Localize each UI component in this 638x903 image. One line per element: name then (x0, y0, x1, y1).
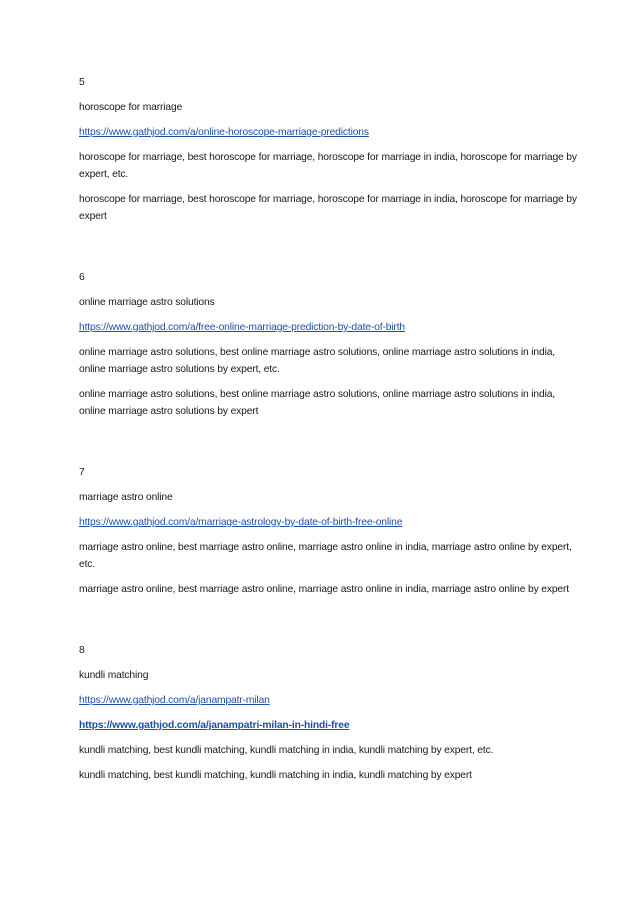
entry-link[interactable]: https://www.gathjod.com/a/free-online-marriage-prediction-by-date-of-birth (79, 322, 405, 333)
entry-keywords-etc: horoscope for marriage, best horoscope for marriage, horoscope for marriage in india, horoscope for marriage by expert, etc. (79, 152, 577, 180)
entry-link[interactable]: https://www.gathjod.com/a/online-horoscope-marriage-predictions (79, 127, 369, 138)
spacer (79, 606, 579, 642)
entry-number: 8 (79, 645, 85, 656)
entry-title: online marriage astro solutions (79, 297, 215, 308)
entry-link[interactable]: https://www.gathjod.com/a/marriage-astrology-by-date-of-birth-free-online (79, 517, 403, 528)
entry-keywords-etc: online marriage astro solutions, best online marriage astro solutions, online marriage astro solutions in india, online marriage astro solutions by expert, etc. (79, 347, 555, 375)
spacer (79, 428, 579, 464)
entry-keywords: marriage astro online, best marriage astro online, marriage astro online in india, marriage astro online by expert (79, 584, 569, 595)
entry-7 (79, 464, 579, 598)
entry-number: 6 (79, 272, 85, 283)
entry-keywords: online marriage astro solutions, best online marriage astro solutions, online marriage astro solutions in india, online marriage astro solutions by expert (79, 389, 555, 417)
entry-8 (79, 642, 579, 784)
entry-link[interactable]: https://www.gathjod.com/a/janampatr-milan (79, 695, 270, 706)
entry-keywords-etc: kundli matching, best kundli matching, kundli matching in india, kundli matching by expert, etc. (79, 745, 494, 756)
entry-6 (79, 269, 579, 420)
entry-keywords: horoscope for marriage, best horoscope for marriage, horoscope for marriage in india, horoscope for marriage by expert (79, 194, 577, 222)
entry-title: horoscope for marriage (79, 102, 183, 113)
entry-number: 7 (79, 467, 85, 478)
spacer (79, 233, 579, 269)
entry-keywords-etc: marriage astro online, best marriage astro online, marriage astro online in india, marriage astro online by expert, etc. (79, 542, 572, 570)
entry-5 (79, 74, 579, 225)
entry-title: marriage astro online (79, 492, 173, 503)
entry-number: 5 (79, 77, 85, 88)
document-content (79, 74, 579, 792)
entry-title: kundli matching (79, 670, 149, 681)
entry-keywords: kundli matching, best kundli matching, kundli matching in india, kundli matching by expert (79, 770, 472, 781)
entry-link-bold[interactable]: https://www.gathjod.com/a/janampatri-milan-in-hindi-free (79, 720, 350, 731)
